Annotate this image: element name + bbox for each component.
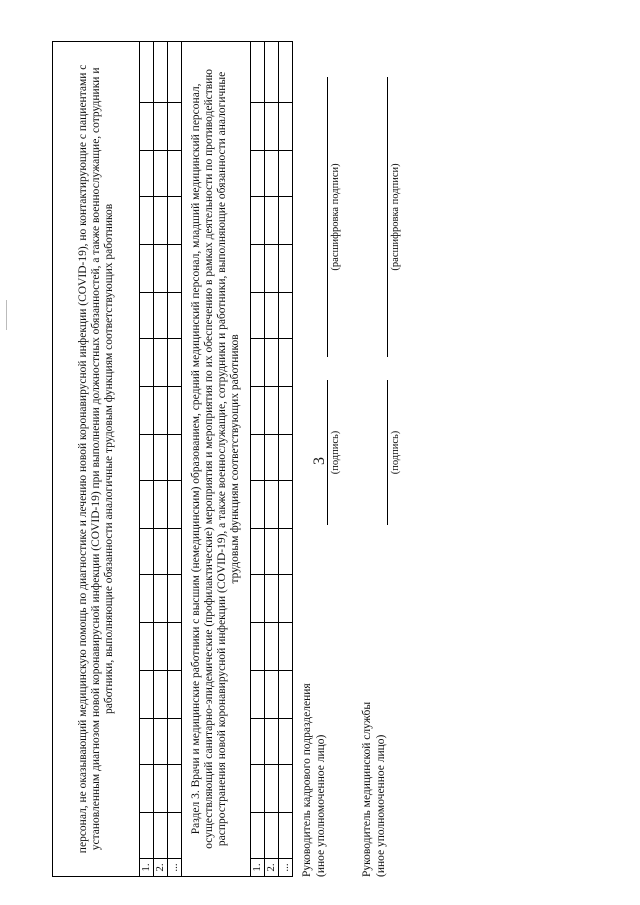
signature-title: [360, 597, 388, 877]
signature-block-hr: [300, 42, 360, 877]
row-number: 2.: [154, 859, 168, 877]
signature-role-note: (иное уполномоченное лицо): [315, 734, 327, 877]
page-number: 3: [311, 457, 328, 465]
row-number: 2.: [265, 859, 279, 877]
table-row: [140, 41, 154, 876]
scan-edge-mark: [6, 300, 7, 330]
table-row: [279, 41, 293, 876]
section2-continuation-text: персонал, не оказывающий медицинскую помощь по диагностике и лечению новой коронавирусной инфекции (COVID-19), но контактирующие с пациентами с установленным диагнозом новой коронавирусной инфекции (COVID-19) при выполнении должностных обязанностей, а также военнослужащие, сотрудники и работники, выполняющие обязанности аналогичные трудовым функциям соответствующих работников: [53, 41, 140, 876]
decoding-caption: (расшифровка подписи): [330, 163, 341, 271]
signature-caption: (подпись): [390, 430, 401, 475]
table-row: [251, 41, 265, 876]
row-number: 1.: [251, 859, 265, 877]
row-number: 1.: [140, 859, 154, 877]
table-row: [154, 41, 168, 876]
signature-line: [327, 380, 328, 525]
signature-caption: (подпись): [330, 430, 341, 475]
section2-text-row: [53, 41, 140, 876]
signature-title: [300, 597, 328, 877]
row-number: ...: [168, 859, 182, 877]
signature-role: Руководитель медицинской службы: [361, 701, 373, 877]
section3-header: Раздел 3. Врачи и медицинские работники с высшим (немедицинским) образованием, средний медицинский персонал, младший медицинский персонал, осуществляющий санитарно-эпидемические (профилактические) мероприятия и мероприятия по их обеспечению в рамках деятельности по противодействию распространения новой коронавирусной инфекции (COVID-19), а также военнослужащие, сотрудники и работники, выполняющие обязанности аналогичные трудовым функциям соответствующих работников: [182, 41, 251, 876]
table-row: [168, 41, 182, 876]
signature-line: [387, 380, 388, 525]
table-row: [265, 41, 279, 876]
signature-role: Руководитель кадрового подразделения: [301, 683, 313, 877]
signature-role-note: (иное уполномоченное лицо): [375, 734, 387, 877]
signature-section: [300, 42, 420, 877]
row-number: ...: [279, 859, 293, 877]
employee-table: [52, 42, 291, 877]
signature-block-medical: [360, 42, 420, 877]
decoding-line: [387, 77, 388, 357]
decoding-line: [327, 77, 328, 357]
decoding-caption: (расшифровка подписи): [390, 163, 401, 271]
section3-header-row: [182, 41, 251, 876]
